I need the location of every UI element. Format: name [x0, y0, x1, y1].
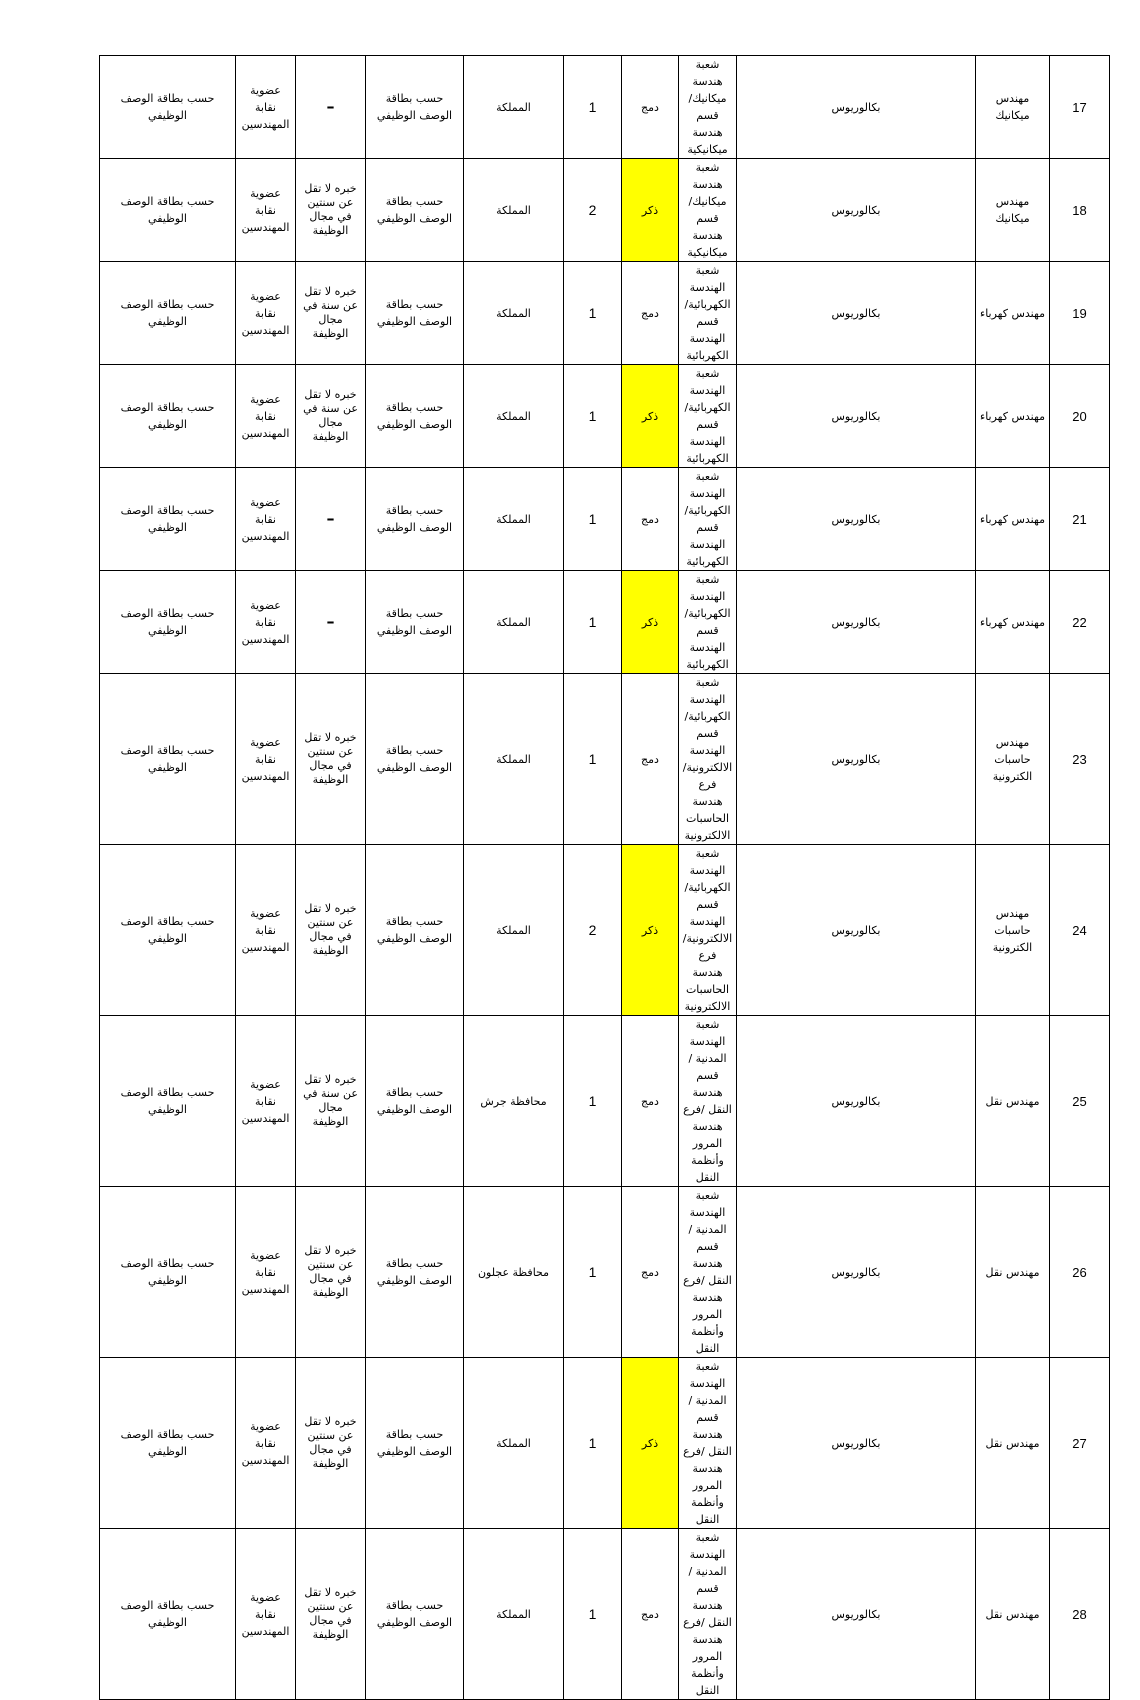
degree-cell: بكالوريوس [737, 262, 976, 365]
membership-cell: عضوية نقابة المهندسين [236, 674, 296, 845]
degree-cell: بكالوريوس [737, 56, 976, 159]
region-cell: المملكة [464, 571, 564, 674]
membership-cell: عضوية نقابة المهندسين [236, 262, 296, 365]
job-title-cell: مهندس كهرباء [976, 262, 1050, 365]
gender-cell: ذكر [622, 845, 679, 1016]
vacancy-count-cell: 1 [564, 1529, 622, 1700]
membership-cell: عضوية نقابة المهندسين [236, 571, 296, 674]
degree-cell: بكالوريوس [737, 159, 976, 262]
membership-cell: عضوية نقابة المهندسين [236, 468, 296, 571]
job-card-note-cell: حسب بطاقة الوصف الوظيفي [366, 674, 464, 845]
region-cell: محافظة عجلون [464, 1187, 564, 1358]
gender-cell: ذكر [622, 1358, 679, 1529]
job-title-cell: مهندس ميكانيك [976, 56, 1050, 159]
job-card-note-2-cell: حسب بطاقة الوصف الوظيفي [100, 468, 236, 571]
table-row [100, 468, 1110, 571]
degree-cell: بكالوريوس [737, 845, 976, 1016]
row-number-cell: 20 [1050, 365, 1110, 468]
degree-cell: بكالوريوس [737, 365, 976, 468]
experience-cell: خبره لا تقل عن سنتين في مجال الوظيفة [296, 845, 366, 1016]
membership-cell: عضوية نقابة المهندسين [236, 56, 296, 159]
experience-cell: خبره لا تقل عن سنتين في مجال الوظيفة [296, 674, 366, 845]
specialization-cell: شعبة الهندسة الكهربائية/قسم الهندسة الكهربائية [679, 571, 737, 674]
vacancy-count-cell: 2 [564, 159, 622, 262]
job-card-note-2-cell: حسب بطاقة الوصف الوظيفي [100, 159, 236, 262]
membership-cell: عضوية نقابة المهندسين [236, 1187, 296, 1358]
experience-cell: خبره لا تقل عن سنتين في مجال الوظيفة [296, 1187, 366, 1358]
row-number-cell: 21 [1050, 468, 1110, 571]
experience-cell: خبره لا تقل عن سنتين في مجال الوظيفة [296, 1358, 366, 1529]
row-number-cell: 22 [1050, 571, 1110, 674]
region-cell: المملكة [464, 159, 564, 262]
vacancy-count-cell: 1 [564, 56, 622, 159]
experience-cell: خبره لا تقل عن سنتين في مجال الوظيفة [296, 1529, 366, 1700]
vacancy-count-cell: 1 [564, 1358, 622, 1529]
experience-cell: – [296, 468, 366, 571]
job-card-note-cell: حسب بطاقة الوصف الوظيفي [366, 262, 464, 365]
specialization-cell: شعبة الهندسة الكهربائية/قسم الهندسة الكهربائية [679, 468, 737, 571]
gender-cell: دمج [622, 262, 679, 365]
vacancy-count-cell: 1 [564, 468, 622, 571]
table-row [100, 159, 1110, 262]
job-title-cell: مهندس كهرباء [976, 365, 1050, 468]
row-number-cell: 23 [1050, 674, 1110, 845]
vacancy-count-cell: 2 [564, 845, 622, 1016]
job-card-note-2-cell: حسب بطاقة الوصف الوظيفي [100, 365, 236, 468]
job-card-note-2-cell: حسب بطاقة الوصف الوظيفي [100, 571, 236, 674]
job-card-note-2-cell: حسب بطاقة الوصف الوظيفي [100, 1016, 236, 1187]
job-title-cell: مهندس حاسبات الكترونية [976, 674, 1050, 845]
degree-cell: بكالوريوس [737, 1016, 976, 1187]
table-row [100, 1358, 1110, 1529]
job-card-note-cell: حسب بطاقة الوصف الوظيفي [366, 56, 464, 159]
membership-cell: عضوية نقابة المهندسين [236, 1358, 296, 1529]
specialization-cell: شعبة الهندسة المدنية /قسم هندسة النقل /فرع هندسة المرور وأنظمة النقل [679, 1358, 737, 1529]
experience-cell: – [296, 56, 366, 159]
vacancy-count-cell: 1 [564, 674, 622, 845]
experience-cell: خبره لا تقل عن سنة في مجال الوظيفة [296, 1016, 366, 1187]
job-card-note-cell: حسب بطاقة الوصف الوظيفي [366, 1529, 464, 1700]
experience-cell: خبره لا تقل عن سنتين في مجال الوظيفة [296, 159, 366, 262]
vacancy-count-cell: 1 [564, 1187, 622, 1358]
job-card-note-cell: حسب بطاقة الوصف الوظيفي [366, 1358, 464, 1529]
degree-cell: بكالوريوس [737, 571, 976, 674]
job-title-cell: مهندس حاسبات الكترونية [976, 845, 1050, 1016]
specialization-cell: شعبة الهندسة الكهربائية/قسم الهندسة الالكترونية/فرع هندسة الحاسبات الالكترونية [679, 845, 737, 1016]
row-number-cell: 17 [1050, 56, 1110, 159]
job-card-note-cell: حسب بطاقة الوصف الوظيفي [366, 1016, 464, 1187]
degree-cell: بكالوريوس [737, 1529, 976, 1700]
row-number-cell: 27 [1050, 1358, 1110, 1529]
membership-cell: عضوية نقابة المهندسين [236, 1016, 296, 1187]
region-cell: المملكة [464, 262, 564, 365]
gender-cell: ذكر [622, 571, 679, 674]
table-row [100, 845, 1110, 1016]
experience-cell: خبره لا تقل عن سنة في مجال الوظيفة [296, 365, 366, 468]
degree-cell: بكالوريوس [737, 468, 976, 571]
job-card-note-cell: حسب بطاقة الوصف الوظيفي [366, 365, 464, 468]
gender-cell: دمج [622, 674, 679, 845]
job-card-note-2-cell: حسب بطاقة الوصف الوظيفي [100, 56, 236, 159]
table-row [100, 1187, 1110, 1358]
membership-cell: عضوية نقابة المهندسين [236, 365, 296, 468]
job-card-note-cell: حسب بطاقة الوصف الوظيفي [366, 571, 464, 674]
experience-cell: – [296, 571, 366, 674]
table-row [100, 1529, 1110, 1700]
membership-cell: عضوية نقابة المهندسين [236, 1529, 296, 1700]
specialization-cell: شعبة الهندسة المدنية /قسم هندسة النقل /فرع هندسة المرور وأنظمة النقل [679, 1529, 737, 1700]
specialization-cell: شعبة الهندسة المدنية /قسم هندسة النقل /فرع هندسة المرور وأنظمة النقل [679, 1187, 737, 1358]
job-card-note-2-cell: حسب بطاقة الوصف الوظيفي [100, 262, 236, 365]
degree-cell: بكالوريوس [737, 1358, 976, 1529]
region-cell: المملكة [464, 56, 564, 159]
job-card-note-cell: حسب بطاقة الوصف الوظيفي [366, 159, 464, 262]
row-number-cell: 26 [1050, 1187, 1110, 1358]
job-title-cell: مهندس نقل [976, 1016, 1050, 1187]
degree-cell: بكالوريوس [737, 674, 976, 845]
table-row [100, 1016, 1110, 1187]
vacancy-count-cell: 1 [564, 571, 622, 674]
gender-cell: دمج [622, 1187, 679, 1358]
table-row [100, 571, 1110, 674]
row-number-cell: 19 [1050, 262, 1110, 365]
job-title-cell: مهندس نقل [976, 1187, 1050, 1358]
specialization-cell: شعبة الهندسة المدنية /قسم هندسة النقل /فرع هندسة المرور وأنظمة النقل [679, 1016, 737, 1187]
job-card-note-cell: حسب بطاقة الوصف الوظيفي [366, 845, 464, 1016]
specialization-cell: شعبة الهندسة الكهربائية/قسم الهندسة الكهربائية [679, 262, 737, 365]
vacancy-count-cell: 1 [564, 1016, 622, 1187]
vacancy-count-cell: 1 [564, 262, 622, 365]
table-row [100, 262, 1110, 365]
job-card-note-2-cell: حسب بطاقة الوصف الوظيفي [100, 1358, 236, 1529]
specialization-cell: شعبة الهندسة الكهربائية/قسم الهندسة الالكترونية/فرع هندسة الحاسبات الالكترونية [679, 674, 737, 845]
gender-cell: دمج [622, 468, 679, 571]
region-cell: المملكة [464, 845, 564, 1016]
region-cell: محافظة جرش [464, 1016, 564, 1187]
gender-cell: ذكر [622, 159, 679, 262]
jobs-table [99, 55, 1110, 1700]
specialization-cell: شعبة هندسة ميكانيك/قسم هندسة ميكانيكية [679, 159, 737, 262]
table-row [100, 365, 1110, 468]
degree-cell: بكالوريوس [737, 1187, 976, 1358]
job-card-note-2-cell: حسب بطاقة الوصف الوظيفي [100, 1187, 236, 1358]
job-card-note-2-cell: حسب بطاقة الوصف الوظيفي [100, 1529, 236, 1700]
gender-cell: ذكر [622, 365, 679, 468]
specialization-cell: شعبة الهندسة الكهربائية/قسم الهندسة الكهربائية [679, 365, 737, 468]
row-number-cell: 28 [1050, 1529, 1110, 1700]
gender-cell: دمج [622, 1016, 679, 1187]
job-title-cell: مهندس نقل [976, 1529, 1050, 1700]
specialization-cell: شعبة هندسة ميكانيك/قسم هندسة ميكانيكية [679, 56, 737, 159]
job-card-note-2-cell: حسب بطاقة الوصف الوظيفي [100, 674, 236, 845]
region-cell: المملكة [464, 1358, 564, 1529]
table-row [100, 674, 1110, 845]
job-title-cell: مهندس نقل [976, 1358, 1050, 1529]
job-card-note-cell: حسب بطاقة الوصف الوظيفي [366, 468, 464, 571]
row-number-cell: 24 [1050, 845, 1110, 1016]
vacancy-count-cell: 1 [564, 365, 622, 468]
membership-cell: عضوية نقابة المهندسين [236, 159, 296, 262]
region-cell: المملكة [464, 468, 564, 571]
row-number-cell: 25 [1050, 1016, 1110, 1187]
region-cell: المملكة [464, 365, 564, 468]
experience-cell: خبره لا تقل عن سنة في مجال الوظيفة [296, 262, 366, 365]
job-title-cell: مهندس كهرباء [976, 571, 1050, 674]
region-cell: المملكة [464, 674, 564, 845]
job-card-note-2-cell: حسب بطاقة الوصف الوظيفي [100, 845, 236, 1016]
row-number-cell: 18 [1050, 159, 1110, 262]
table-body [100, 56, 1110, 1700]
gender-cell: دمج [622, 56, 679, 159]
job-card-note-cell: حسب بطاقة الوصف الوظيفي [366, 1187, 464, 1358]
membership-cell: عضوية نقابة المهندسين [236, 845, 296, 1016]
job-title-cell: مهندس كهرباء [976, 468, 1050, 571]
job-title-cell: مهندس ميكانيك [976, 159, 1050, 262]
region-cell: المملكة [464, 1529, 564, 1700]
table-row [100, 56, 1110, 159]
gender-cell: دمج [622, 1529, 679, 1700]
